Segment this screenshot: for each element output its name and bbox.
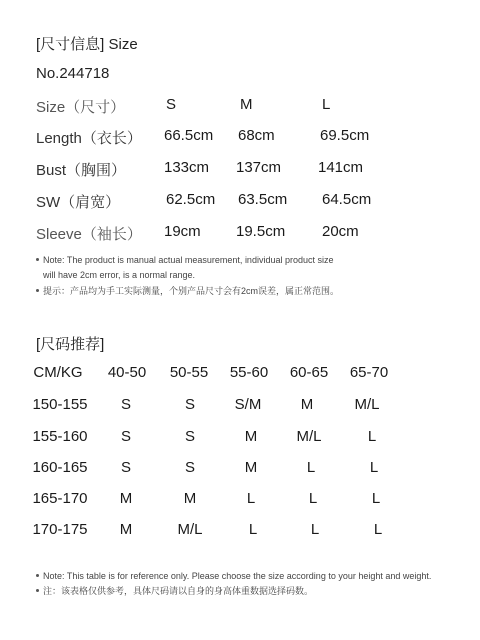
table-cell: L bbox=[367, 428, 377, 445]
table-column-header: 50-55 bbox=[169, 364, 209, 381]
table-cell: S bbox=[120, 428, 132, 445]
table-column-header: 55-60 bbox=[229, 364, 269, 381]
size-cell: 64.5cm bbox=[322, 191, 372, 208]
recommend-note-en bbox=[36, 569, 431, 583]
size-row-label: Sleeve（袖长） bbox=[36, 226, 142, 243]
recommend-section-title: [尺码推荐] bbox=[36, 336, 105, 353]
recommend-note-en-text: Note: This table is for reference only. Please choose the size according to your height and weight. bbox=[43, 571, 432, 581]
size-row-label: Size（尺寸） bbox=[36, 99, 126, 116]
table-cell: M/L bbox=[296, 428, 322, 445]
size-cell: 66.5cm bbox=[164, 127, 214, 144]
bullet-icon bbox=[36, 589, 39, 592]
product-number: No.244718 bbox=[36, 65, 110, 82]
size-note-en-line2: will have 2cm error, is a normal range. bbox=[43, 270, 196, 280]
size-cell: 19cm bbox=[164, 223, 201, 240]
size-cell: 62.5cm bbox=[166, 191, 216, 208]
table-row-header: 165-170 bbox=[32, 490, 88, 507]
table-cell: M bbox=[119, 490, 133, 507]
bullet-icon bbox=[36, 289, 39, 292]
bullet-icon bbox=[36, 258, 39, 261]
size-row-label: Length（衣长） bbox=[36, 130, 142, 147]
recommend-note-cn-text: 注：该表格仅供参考，具体尺码请以自身的身高体重数据选择码数。 bbox=[43, 586, 314, 596]
table-row-header: 155-160 bbox=[32, 428, 88, 445]
table-cell: L bbox=[369, 459, 379, 476]
size-cell: M bbox=[240, 96, 253, 113]
size-row-label: SW（肩宽） bbox=[36, 194, 121, 211]
table-corner-header: CM/KG bbox=[33, 364, 83, 381]
table-cell: S bbox=[120, 459, 132, 476]
size-note-en bbox=[36, 253, 334, 267]
table-cell: M/L bbox=[354, 396, 380, 413]
size-cell: 63.5cm bbox=[238, 191, 288, 208]
table-cell: S/M bbox=[234, 396, 262, 413]
table-cell: M/L bbox=[177, 521, 203, 538]
table-cell: M bbox=[244, 428, 258, 445]
table-cell: M bbox=[119, 521, 133, 538]
size-cell: S bbox=[166, 96, 177, 113]
size-cell: 141cm bbox=[318, 159, 364, 176]
table-cell: L bbox=[306, 459, 316, 476]
size-cell: 137cm bbox=[236, 159, 282, 176]
table-column-header: 65-70 bbox=[349, 364, 389, 381]
table-column-header: 40-50 bbox=[107, 364, 147, 381]
table-cell: L bbox=[248, 521, 258, 538]
recommend-note-cn bbox=[36, 584, 313, 598]
table-cell: L bbox=[373, 521, 383, 538]
table-cell: S bbox=[184, 459, 196, 476]
table-cell: M bbox=[300, 396, 314, 413]
size-note-en-line1: Note: The product is manual actual measurement, individual product size bbox=[43, 255, 334, 265]
table-cell: L bbox=[371, 490, 381, 507]
table-row-header: 150-155 bbox=[32, 396, 88, 413]
size-row-label: Bust（胸围） bbox=[36, 162, 127, 179]
bullet-icon bbox=[36, 574, 39, 577]
size-cell: 68cm bbox=[238, 127, 275, 144]
table-cell: S bbox=[120, 396, 132, 413]
size-cell: 20cm bbox=[322, 223, 359, 240]
size-note-cn bbox=[36, 284, 339, 298]
size-note-cn-text: 提示：产品均为手工实际测量，个别产品尺寸会有2cm误差，属正常范围。 bbox=[43, 286, 340, 296]
table-cell: L bbox=[310, 521, 320, 538]
size-section-title: [尺寸信息] Size bbox=[36, 36, 138, 53]
table-cell: S bbox=[184, 428, 196, 445]
size-cell: 19.5cm bbox=[236, 223, 286, 240]
table-column-header: 60-65 bbox=[289, 364, 329, 381]
table-cell: M bbox=[244, 459, 258, 476]
size-cell: L bbox=[322, 96, 331, 113]
table-row-header: 160-165 bbox=[32, 459, 88, 476]
table-row-header: 170-175 bbox=[32, 521, 88, 538]
table-cell: S bbox=[184, 396, 196, 413]
table-cell: M bbox=[183, 490, 197, 507]
table-cell: L bbox=[308, 490, 318, 507]
table-cell: L bbox=[246, 490, 256, 507]
size-cell: 69.5cm bbox=[320, 127, 370, 144]
size-cell: 133cm bbox=[164, 159, 210, 176]
